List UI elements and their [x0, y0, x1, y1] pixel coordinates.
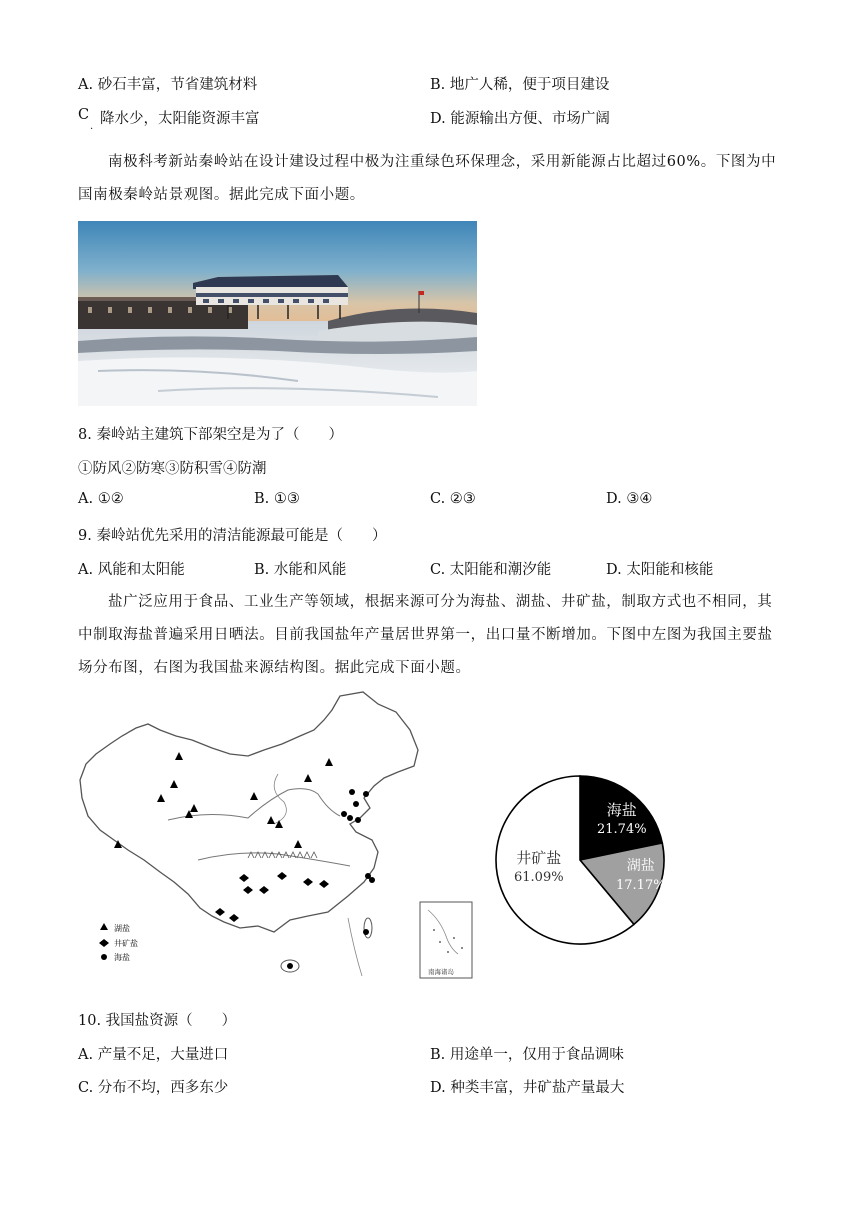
q7-option-b: B. 地广人稀，便于项目建设 — [430, 77, 610, 93]
q9-stem: 9. 秦岭站优先采用的清洁能源最可能是（ ） — [78, 528, 387, 544]
q8-option-b: B. ①③ — [254, 491, 300, 507]
q10-option-b: B. 用途单一，仅用于食品调味 — [430, 1047, 624, 1063]
passage-qinling-line-2: 国南极秦岭站景观图。据此完成下面小题。 — [78, 187, 365, 203]
legend-lake-label: 湖盐 — [114, 924, 130, 933]
south-sea-inset — [420, 902, 472, 978]
passage-qinling — [78, 146, 778, 212]
pie-label-lake — [616, 856, 666, 896]
q10-option-a: A. 产量不足，大量进口 — [78, 1047, 229, 1063]
q8-option-a: A. ①② — [78, 491, 124, 507]
q9-option-d: D. 太阳能和核能 — [606, 562, 714, 578]
q9-option-c: C. 太阳能和潮汐能 — [430, 562, 552, 578]
pie-label-well-value: 61.09% — [514, 870, 564, 885]
qinling-station-photo — [78, 221, 477, 406]
salt-source-pie-chart — [492, 770, 682, 950]
q10-option-d: D. 种类丰富，井矿盐产量最大 — [430, 1080, 625, 1096]
pie-label-well-name: 井矿盐 — [516, 849, 562, 867]
passage-salt — [78, 586, 778, 685]
map-legend — [99, 923, 109, 960]
passage-salt-line-2: 中制取海盐普遍采用日晒法。目前我国盐年产量居世界第一，出口量不断增加。下图中左图为我国主要盐 — [78, 627, 773, 643]
taiwan-island — [364, 918, 372, 938]
inset-label: 南海诸岛 — [428, 968, 454, 976]
q9-option-b: B. 水能和风能 — [254, 562, 347, 578]
q9-option-a: A. 风能和太阳能 — [78, 562, 185, 578]
q7-option-c-dot: . — [90, 121, 94, 132]
q10-stem: 10. 我国盐资源（ ） — [78, 1013, 237, 1029]
pie-label-sea — [597, 800, 647, 840]
q10-option-c: C. 分布不均，西多东少 — [78, 1080, 229, 1096]
well-salt-markers — [215, 872, 329, 922]
passage-salt-line-3: 场分布图，右图为我国盐来源结构图。据此完成下面小题。 — [78, 660, 471, 676]
q7-option-d: D. 能源输出方便、市场广阔 — [430, 111, 610, 127]
pie-label-lake-value: 17.17% — [616, 878, 666, 893]
passage-salt-line-1: 盐广泛应用于食品、工业生产等领域，根据来源可分为海盐、湖盐、井矿盐，制取方式也不相同，其 — [108, 594, 773, 610]
q8-option-c: C. ②③ — [430, 491, 476, 507]
pie-label-sea-value: 21.74% — [597, 822, 647, 837]
q8-option-d: D. ③④ — [606, 491, 653, 507]
china-salt-map — [78, 690, 478, 985]
q8-stem: 8. 秦岭站主建筑下部架空是为了（ ） — [78, 427, 343, 443]
legend-sea-label: 海盐 — [114, 953, 130, 962]
pie-label-well — [514, 848, 564, 888]
q7-option-c-letter: C — [78, 107, 90, 123]
q7-option-c-text: 降水少，太阳能资源丰富 — [100, 111, 260, 127]
q8-items: ①防风②防寒③防积雪④防潮 — [78, 461, 267, 477]
q7-option-a: A. 砂石丰富，节省建筑材料 — [78, 77, 258, 93]
legend-well-label: 井矿盐 — [114, 939, 138, 948]
pie-label-lake-name: 湖盐 — [626, 858, 655, 874]
lake-salt-markers — [114, 752, 333, 848]
china-outline — [80, 692, 418, 932]
pie-label-sea-name: 海盐 — [606, 801, 637, 819]
passage-qinling-line-1: 南极科考新站秦岭站在设计建设过程中极为注重绿色环保理念，采用新能源占比超过60%。下图为中 — [108, 154, 777, 170]
